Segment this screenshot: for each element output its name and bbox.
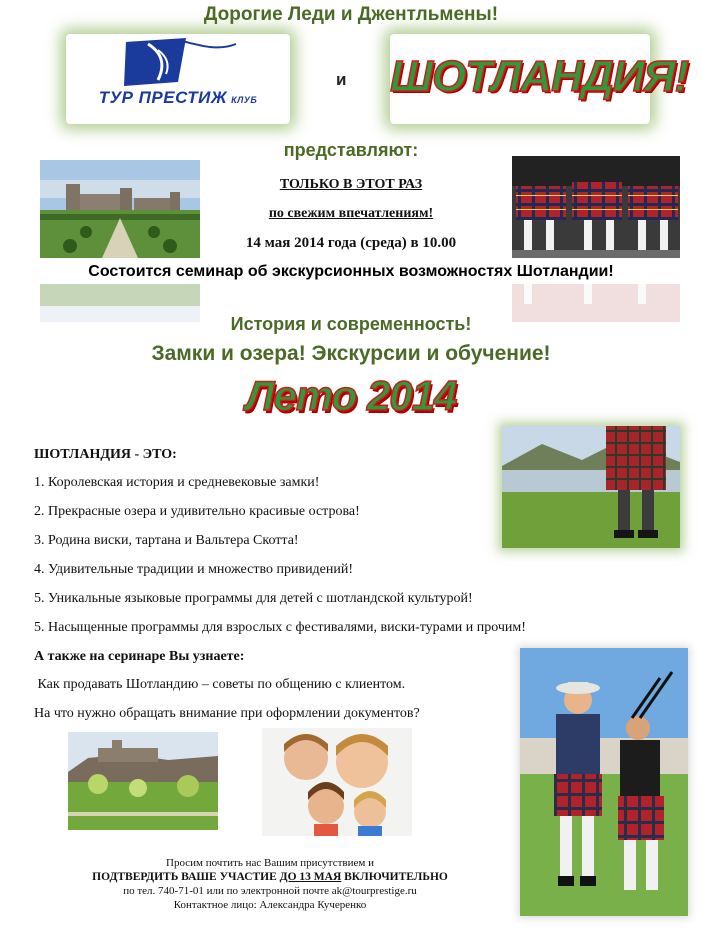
tour-prestige-logo bbox=[66, 34, 290, 124]
page-greeting: Дорогие Леди и Джентльмены! bbox=[203, 4, 499, 25]
footer-invite: Просим почтить нас Вашим присутствием и bbox=[166, 857, 374, 869]
list-item: 1. Королевская история и средневековые замки! bbox=[34, 475, 320, 490]
list-item: Как продавать Шотландию – советы по общению с клиентом. bbox=[34, 677, 406, 692]
history-tagline: История и современность! bbox=[230, 314, 472, 334]
kilt-lake-photo bbox=[502, 426, 680, 548]
footer-deadline: ДО 13 МАЯ bbox=[279, 871, 342, 883]
list-item: 2. Прекрасные озера и удивительно красивые острова! bbox=[34, 504, 360, 519]
list-item: 3. Родина виски, тартана и Вальтера Скотта! bbox=[34, 533, 299, 548]
scotland-logo bbox=[390, 34, 689, 124]
bagpipers-photo bbox=[520, 648, 688, 916]
list-item: 5. Уникальные языковые программы для детей с шотландской культурой! bbox=[34, 591, 473, 606]
event-date: 14 мая 2014 года (среда) в 10.00 bbox=[245, 235, 457, 251]
list-item: 4. Удивительные традиции и множество привидений! bbox=[34, 562, 354, 577]
and-connector: и bbox=[336, 70, 347, 89]
scotland-list-title: ШОТЛАНДИЯ - ЭТО: bbox=[34, 447, 177, 462]
presents-heading: представляют: bbox=[283, 140, 419, 160]
footer-confirm bbox=[60, 870, 480, 884]
seminar-announcement: Состоится семинар об экскурсионных возможностях Шотландии! bbox=[88, 263, 614, 280]
also-learn-title: А также на серинаре Вы узнаете: bbox=[34, 649, 245, 664]
list-item: На что нужно обращать внимание при оформлении документов? bbox=[34, 706, 420, 721]
scotland-logo-text: ШОТЛАНДИЯ! bbox=[390, 52, 689, 101]
only-once-line: ТОЛЬКО В ЭТОТ РАЗ bbox=[279, 177, 423, 192]
tour-prestige-emblem-icon bbox=[66, 34, 290, 124]
summer-2014-title: Лето 2014 bbox=[245, 372, 457, 419]
children-photo bbox=[262, 728, 412, 836]
tour-prestige-suffix: КЛУБ bbox=[231, 95, 258, 105]
tour-prestige-name: ТУР ПРЕСТИЖ bbox=[98, 88, 228, 107]
castles-tagline: Замки и озера! Экскурсии и обучение! bbox=[151, 342, 551, 365]
footer-contact-person: Контактное лицо: Александра Кучеренко bbox=[173, 899, 367, 911]
edinburgh-castle-photo bbox=[68, 732, 218, 830]
footer-confirm-c: ВКЛЮЧИТЕЛЬНО bbox=[341, 871, 448, 883]
footer-confirm-a: ПОДТВЕРДИТЬ ВАШЕ УЧАСТИЕ bbox=[92, 871, 280, 883]
list-item: 5. Насыщенные программы для взрослых с фестивалями, виски-турами и прочим! bbox=[34, 620, 526, 635]
footer-phone-email: по тел. 740-71-01 или по электронной почте ak@tourprestige.ru bbox=[123, 885, 417, 897]
footer-contact bbox=[60, 856, 480, 912]
fresh-impressions-line: по свежим впечатлениям! bbox=[268, 206, 434, 221]
